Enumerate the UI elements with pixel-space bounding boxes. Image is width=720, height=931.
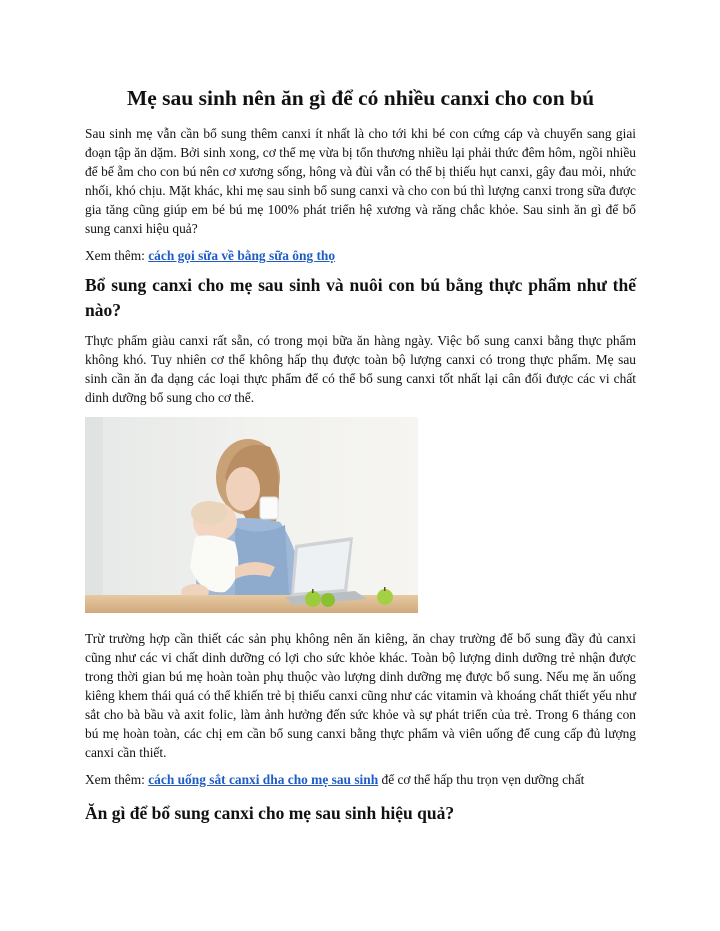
intro-paragraph: Sau sinh mẹ vẫn cần bổ sung thêm canxi ít nhất là cho tới khi bé con cứng cáp và chuyển sang giai đoạn tập ăn dặm. Bởi sinh xong, cơ thể mẹ vừa bị tổn thương nhiều lại phải thức đêm hôm, ngồi nhiều để bế ẵm cho con bú nên cơ xương sống, hông và đùi vẫn có thể bị thiếu hụt canxi, gây đau mỏi, nhức nhối, khó chịu. Mặt khác, khi mẹ sau sinh bổ sung canxi và cho con bú thì lượng canxi trong sữa được gia tăng cũng giúp em bé bú mẹ 100% phát triển hệ xương và răng chắc khỏe. Sau sinh ăn gì để bổ sung canxi hiệu quả? bbox=[85, 126, 636, 236]
section-heading-calcium-food: Bổ sung canxi cho mẹ sau sinh và nuôi con bú bằng thực phẩm như thế nào? bbox=[85, 275, 636, 320]
see-also-2-suffix: để cơ thể hấp thu trọn vẹn dưỡng chất bbox=[378, 772, 585, 787]
paragraph-calcium-food: Thực phẩm giàu canxi rất sẵn, có trong mọi bữa ăn hàng ngày. Việc bổ sung canxi bằng thực phẩm không khó. Tuy nhiên cơ thể không hấp thụ được toàn bộ lượng canxi có trong thực phẩm. Mẹ sau sinh cần ăn đa dạng các loại thực phẩm để có thể bổ sung canxi tốt nhất lại cân đối được các vi chất dinh dưỡng bổ sung cho cơ thể. bbox=[85, 333, 636, 405]
see-also-1-prefix: Xem thêm: bbox=[85, 248, 149, 263]
see-also-2-prefix: Xem thêm: bbox=[85, 772, 149, 787]
page-title: Mẹ sau sinh nên ăn gì để có nhiều canxi cho con bú bbox=[126, 86, 595, 110]
see-also-1 bbox=[85, 246, 636, 265]
section-heading-what-to-eat: Ăn gì để bổ sung canxi cho mẹ sau sinh hiệu quả? bbox=[85, 803, 455, 823]
see-also-2 bbox=[85, 770, 636, 789]
mother-baby-photo bbox=[85, 417, 418, 613]
paragraph-no-diet: Trừ trường hợp cần thiết các sản phụ không nên ăn kiêng, ăn chay trường để bổ sung đầy đủ canxi cũng như các vi chất dinh dưỡng có lợi cho sức khỏe khác. Toàn bộ lượng dinh dưỡng trẻ nhận được trong thời gian bú mẹ hoàn toàn phụ thuộc vào lượng dinh dưỡng mẹ được bổ sung. Nếu mẹ ăn uống kiêng khem thái quá có thể khiến trẻ bị thiếu canxi cũng như các vitamin và khoáng chất thiết yếu như sắt cho bà bầu và axit folic, làm ảnh hưởng đến sức khỏe và sự phát triển của trẻ. Trong 6 tháng con bú mẹ hoàn toàn, các chị em cần bổ sung canxi bằng thực phẩm và viên uống để cung cấp đủ lượng canxi cần thiết. bbox=[85, 631, 636, 760]
see-also-2-link[interactable]: cách uống sắt canxi dha cho mẹ sau sinh bbox=[148, 772, 379, 787]
document-page bbox=[85, 84, 636, 834]
see-also-1-link[interactable]: cách gọi sữa về bằng sữa ông thọ bbox=[148, 248, 336, 263]
